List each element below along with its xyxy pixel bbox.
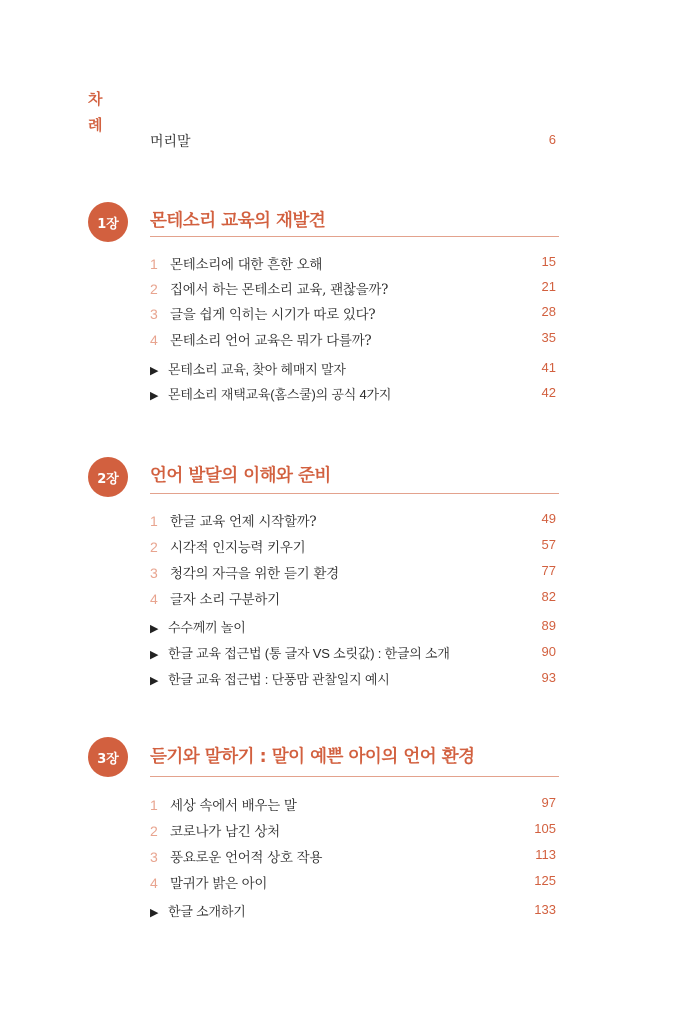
toc-label-char-1: 차 xyxy=(88,90,103,108)
entry-page: 42 xyxy=(541,385,556,400)
toc-entry[interactable] xyxy=(150,303,556,325)
entry-page: 97 xyxy=(541,795,556,810)
toc-subentry[interactable] xyxy=(150,617,556,639)
entry-title: 한글 교육 접근법 : 단풍맘 관찰일지 예시 xyxy=(168,672,390,687)
entry-page: 6 xyxy=(548,132,556,147)
entry-title: 말귀가 밝은 아이 xyxy=(170,876,268,892)
chapter-title[interactable]: 언어 발달의 이해와 준비 xyxy=(150,466,331,486)
toc-subentry[interactable] xyxy=(150,669,556,691)
toc-entry[interactable] xyxy=(150,820,556,842)
entry-title: 몬테소리 언어 교육은 뭐가 다를까? xyxy=(170,333,372,349)
toc-entry[interactable] xyxy=(150,794,556,816)
entry-title: 글자 소리 구분하기 xyxy=(170,592,280,608)
entry-title: 한글 교육 언제 시작할까? xyxy=(170,514,317,530)
entry-number: 2 xyxy=(150,823,158,839)
entry-number: 2 xyxy=(150,539,158,555)
toc-entry-preface[interactable] xyxy=(150,131,556,153)
toc-subentry[interactable] xyxy=(150,901,556,923)
entry-number: 1 xyxy=(150,256,158,272)
entry-number: 4 xyxy=(150,332,158,348)
entry-title: 글을 쉽게 익히는 시기가 따로 있다? xyxy=(170,307,376,323)
entry-page: 125 xyxy=(534,873,556,888)
chapter-divider xyxy=(150,236,559,237)
chapter-title[interactable]: 몬테소리 교육의 재발견 xyxy=(150,211,326,231)
entry-title: 세상 속에서 배우는 말 xyxy=(170,798,297,814)
entry-page: 89 xyxy=(541,618,556,633)
toc-entry[interactable] xyxy=(150,329,556,351)
toc-label xyxy=(88,86,108,138)
entry-page: 82 xyxy=(541,589,556,604)
entry-title: 집에서 하는 몬테소리 교육, 괜찮을까? xyxy=(170,282,389,298)
toc-entry[interactable] xyxy=(150,253,556,275)
entry-title: 한글 교육 접근법 (통 글자 VS 소릿값) : 한글의 소개 xyxy=(168,646,450,661)
entry-number: 4 xyxy=(150,875,158,891)
chapter-title[interactable]: 듣기와 말하기 : 말이 예쁜 아이의 언어 환경 xyxy=(150,747,475,767)
toc-subentry[interactable] xyxy=(150,384,556,406)
entry-title: 몬테소리 교육, 찾아 헤매지 말자 xyxy=(168,362,346,377)
chapter-badge: 3장 xyxy=(88,737,128,777)
toc-entry[interactable] xyxy=(150,872,556,894)
toc-entry[interactable] xyxy=(150,278,556,300)
chapter-badge: 1장 xyxy=(88,202,128,242)
entry-title: 풍요로운 언어적 상호 작용 xyxy=(170,850,323,866)
entry-title: 수수께끼 놀이 xyxy=(168,620,246,635)
toc-subentry[interactable] xyxy=(150,359,556,381)
chapter-divider xyxy=(150,776,559,777)
entry-number: 1 xyxy=(150,513,158,529)
entry-page: 49 xyxy=(541,511,556,526)
entry-title: 몬테소리에 대한 흔한 오해 xyxy=(170,257,323,273)
entry-number: 1 xyxy=(150,797,158,813)
entry-page: 93 xyxy=(541,670,556,685)
entry-number: 4 xyxy=(150,591,158,607)
entry-page: 133 xyxy=(534,902,556,917)
entry-number: 3 xyxy=(150,849,158,865)
entry-title: 코로나가 남긴 상처 xyxy=(170,824,280,840)
entry-page: 41 xyxy=(541,360,556,375)
entry-title: 한글 소개하기 xyxy=(168,904,246,919)
chapter-divider xyxy=(150,493,559,494)
toc-subentry[interactable] xyxy=(150,643,556,665)
toc-entry[interactable] xyxy=(150,510,556,532)
entry-number: 3 xyxy=(150,306,158,322)
entry-page: 21 xyxy=(541,279,556,294)
entry-page: 90 xyxy=(541,644,556,659)
entry-title: 청각의 자극을 위한 듣기 환경 xyxy=(170,566,339,582)
toc-label-char-2: 례 xyxy=(88,116,103,134)
triangle-bullet-icon: ▶ xyxy=(150,390,159,402)
entry-number: 2 xyxy=(150,281,158,297)
toc-entry[interactable] xyxy=(150,562,556,584)
entry-page: 28 xyxy=(541,304,556,319)
triangle-bullet-icon: ▶ xyxy=(150,907,159,919)
toc-entry[interactable] xyxy=(150,588,556,610)
triangle-bullet-icon: ▶ xyxy=(150,623,159,635)
entry-page: 15 xyxy=(541,254,556,269)
toc-entry[interactable] xyxy=(150,536,556,558)
entry-page: 77 xyxy=(541,563,556,578)
entry-page: 105 xyxy=(534,821,556,836)
chapter-badge: 2장 xyxy=(88,457,128,497)
entry-number: 3 xyxy=(150,565,158,581)
entry-title: 머리말 xyxy=(150,134,191,150)
entry-page: 35 xyxy=(541,330,556,345)
entry-title: 시각적 인지능력 키우기 xyxy=(170,540,306,556)
triangle-bullet-icon: ▶ xyxy=(150,675,159,687)
entry-page: 113 xyxy=(535,847,556,862)
toc-entry[interactable] xyxy=(150,846,556,868)
triangle-bullet-icon: ▶ xyxy=(150,365,159,377)
entry-page: 57 xyxy=(541,537,556,552)
entry-title: 몬테소리 재택교육(홈스쿨)의 공식 4가지 xyxy=(168,387,392,402)
triangle-bullet-icon: ▶ xyxy=(150,649,159,661)
